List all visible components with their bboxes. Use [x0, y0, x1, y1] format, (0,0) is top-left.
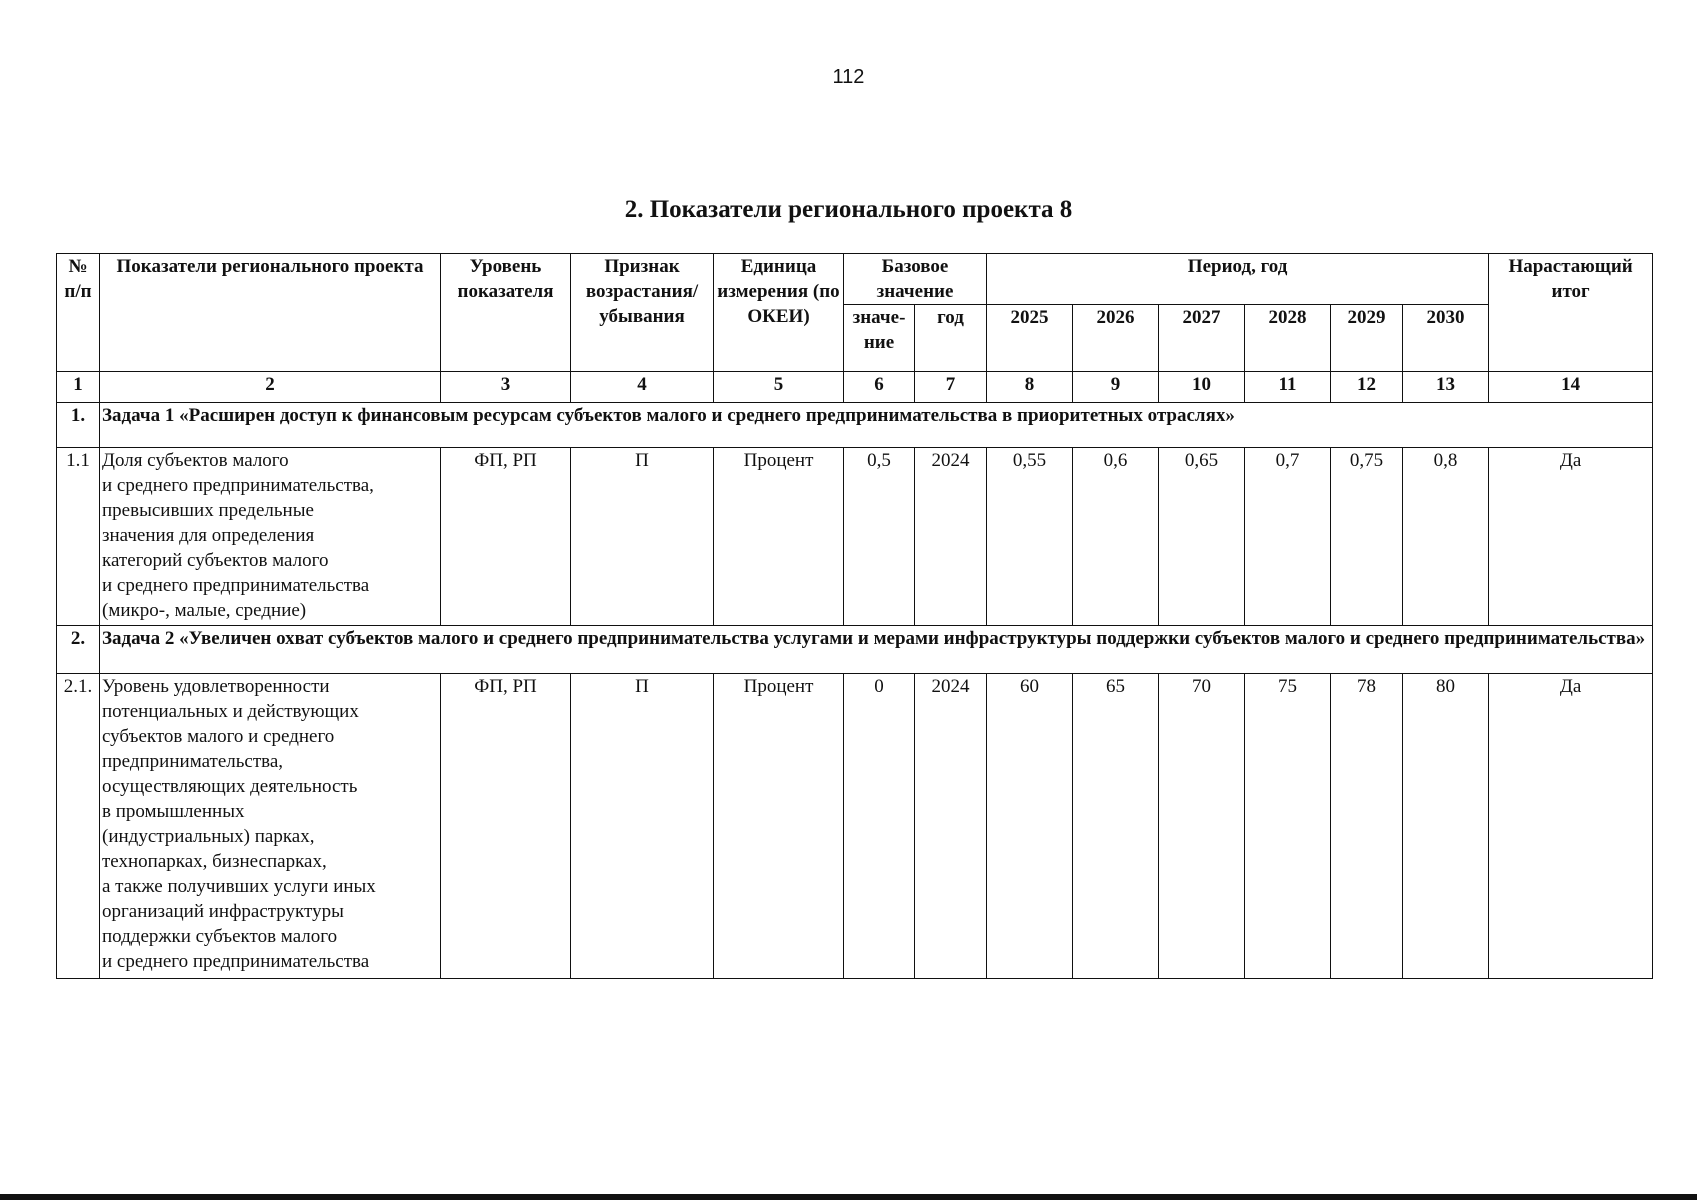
cumulative-value: Да [1489, 448, 1653, 626]
header-base: Базовое значение [844, 254, 987, 305]
indicator-level: ФП, РП [441, 448, 571, 626]
column-number: 2 [100, 372, 441, 403]
document-title: 2. Показатели регионального проекта 8 [624, 196, 1073, 223]
header-year: 2029 [1331, 305, 1403, 372]
column-number: 10 [1159, 372, 1245, 403]
task-title: Задача 2 «Увеличен охват субъектов малого и среднего предпринимательства услугами и мерами инфраструктуры поддержки субъектов малого и среднего предпринимательства» [100, 626, 1653, 674]
period-value: 0,6 [1073, 448, 1159, 626]
indicator-row [57, 448, 1653, 626]
task-row [57, 626, 1653, 674]
indicators-table [56, 253, 1653, 979]
base-value: 0 [844, 674, 915, 979]
column-number: 9 [1073, 372, 1159, 403]
period-value: 65 [1073, 674, 1159, 979]
header-year: 2026 [1073, 305, 1159, 372]
header-year: 2028 [1245, 305, 1331, 372]
period-value: 70 [1159, 674, 1245, 979]
task-row [57, 403, 1653, 448]
cumulative-value: Да [1489, 674, 1653, 979]
column-number: 4 [571, 372, 714, 403]
period-value: 75 [1245, 674, 1331, 979]
indicator-unit: Процент [714, 448, 844, 626]
indicator-sign: П [571, 448, 714, 626]
column-number: 3 [441, 372, 571, 403]
header-year: 2030 [1403, 305, 1489, 372]
header-cumulative: Нарастающий итог [1489, 254, 1653, 372]
column-number: 8 [987, 372, 1073, 403]
base-year: 2024 [915, 448, 987, 626]
column-number: 5 [714, 372, 844, 403]
indicator-name: Доля субъектов малого и среднего предпринимательства, превысивших предельные значения для определения категорий субъектов малого и среднего предпринимательства (микро-, малые, средние) [100, 448, 441, 626]
period-value: 78 [1331, 674, 1403, 979]
header-num: № п/п [57, 254, 100, 372]
indicator-level: ФП, РП [441, 674, 571, 979]
header-unit: Единица измерения (по ОКЕИ) [714, 254, 844, 372]
header-sign: Признак возрастания/ убывания [571, 254, 714, 372]
task-number: 2. [57, 626, 100, 674]
task-number: 1. [57, 403, 100, 448]
column-number: 12 [1331, 372, 1403, 403]
header-row [57, 254, 1653, 305]
header-year: 2025 [987, 305, 1073, 372]
column-number: 11 [1245, 372, 1331, 403]
period-value: 80 [1403, 674, 1489, 979]
period-value: 0,8 [1403, 448, 1489, 626]
column-number: 1 [57, 372, 100, 403]
indicator-row [57, 674, 1653, 979]
indicator-number: 2.1. [57, 674, 100, 979]
period-value: 0,65 [1159, 448, 1245, 626]
period-value: 0,75 [1331, 448, 1403, 626]
scan-edge [0, 1194, 1697, 1200]
header-base-year: год [915, 305, 987, 372]
period-value: 0,7 [1245, 448, 1331, 626]
period-value: 60 [987, 674, 1073, 979]
column-number: 6 [844, 372, 915, 403]
page-number: 112 [832, 66, 865, 88]
base-value: 0,5 [844, 448, 915, 626]
indicator-sign: П [571, 674, 714, 979]
column-number-row [57, 372, 1653, 403]
header-period: Период, год [987, 254, 1489, 305]
period-value: 0,55 [987, 448, 1073, 626]
indicator-name: Уровень удовлетворенности потенциальных и действующих субъектов малого и среднего предпринимательства, осуществляющих деятельность в промышленных (индустриальных) парках, технопарках, бизнеспарках, а также получивших услуги иных организаций инфраструктуры поддержки субъектов малого и среднего предпринимательства [100, 674, 441, 979]
indicator-unit: Процент [714, 674, 844, 979]
column-number: 13 [1403, 372, 1489, 403]
header-indicators: Показатели регионального проекта [100, 254, 441, 372]
header-base-value: значе-ние [844, 305, 915, 372]
column-number: 7 [915, 372, 987, 403]
base-year: 2024 [915, 674, 987, 979]
column-number: 14 [1489, 372, 1653, 403]
header-level: Уровень показателя [441, 254, 571, 372]
header-year: 2027 [1159, 305, 1245, 372]
task-title: Задача 1 «Расширен доступ к финансовым ресурсам субъектов малого и среднего предпринимательства в приоритетных отраслях» [100, 403, 1653, 448]
indicator-number: 1.1 [57, 448, 100, 626]
